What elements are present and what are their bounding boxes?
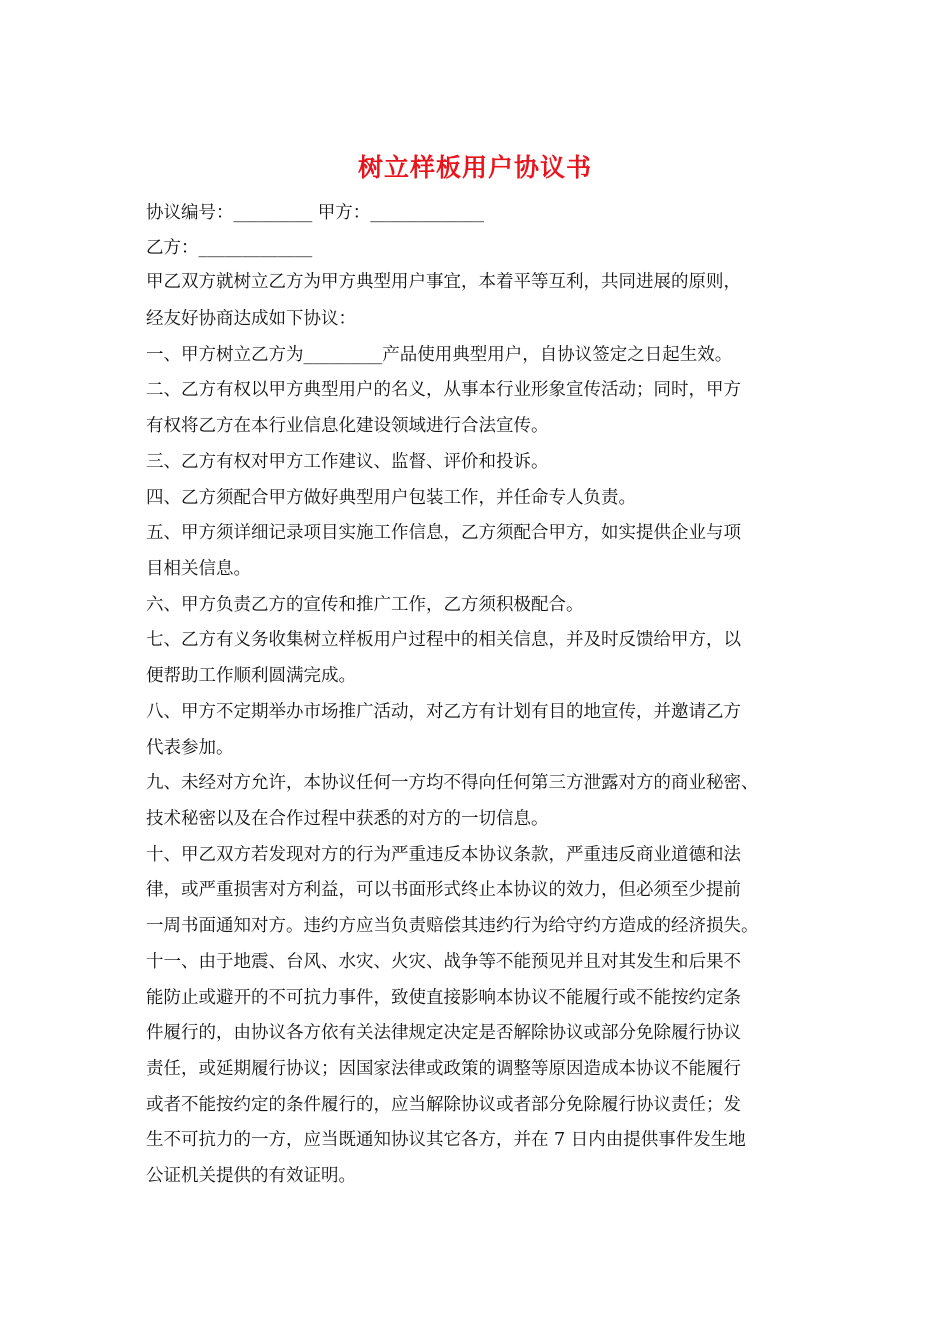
body-line: 九、未经对方允许，本协议任何一方均不得向任何第三方泄露对方的商业秘密、 [146,773,759,793]
body-line: 十、甲乙双方若发现对方的行为严重违反本协议条款，严重违反商业道德和法 [146,845,741,865]
body-line: 一周书面通知对方。违约方应当负责赔偿其违约行为给守约方造成的经济损失。 [146,916,759,936]
body-line: 六、甲方负责乙方的宣传和推广工作，乙方须积极配合。 [146,595,584,615]
header-line-number-party-a: 协议编号：_________ 甲方：_____________ [146,203,485,223]
body-line: 七、乙方有义务收集树立样板用户过程中的相关信息，并及时反馈给甲方，以 [146,630,741,650]
body-line: 目相关信息。 [146,559,251,579]
body-line: 二、乙方有权以甲方典型用户的名义，从事本行业形象宣传活动；同时，甲方 [146,380,741,400]
body-line: 或者不能按约定的条件履行的，应当解除协议或者部分免除履行协议责任；发 [146,1095,741,1115]
body-line: 生不可抗力的一方，应当既通知协议其它各方，并在 7 日内由提供事件发生地 [146,1130,746,1150]
body-line: 甲乙双方就树立乙方为甲方典型用户事宜，本着平等互利，共同进展的原则， [146,272,741,292]
header-line-party-b: 乙方：_____________ [146,238,313,258]
body-line: 四、乙方须配合甲方做好典型用户包装工作，并任命专人负责。 [146,488,636,508]
body-line: 责任，或延期履行协议；因国家法律或政策的调整等原因造成本协议不能履行 [146,1059,741,1079]
body-line: 有权将乙方在本行业信息化建设领域进行合法宣传。 [146,416,549,436]
body-line: 经友好协商达成如下协议： [146,309,356,329]
document-title: 树立样板用户协议书 [357,153,592,182]
body-line: 能防止或避开的不可抗力事件，致使直接影响本协议不能履行或不能按约定条 [146,988,741,1008]
body-line: 八、甲方不定期举办市场推广活动，对乙方有计划有目的地宣传，并邀请乙方 [146,702,741,722]
body-line: 件履行的，由协议各方依有关法律规定决定是否解除协议或部分免除履行协议 [146,1023,741,1043]
body-line: 三、乙方有权对甲方工作建议、监督、评价和投诉。 [146,452,549,472]
body-line: 律，或严重损害对方利益，可以书面形式终止本协议的效力，但必须至少提前 [146,880,741,900]
body-line: 十一、由于地震、台风、水灾、火灾、战争等不能预见并且对其发生和后果不 [146,952,741,972]
body-line: 代表参加。 [146,738,234,758]
body-line: 便帮助工作顺利圆满完成。 [146,666,356,686]
body-line: 技术秘密以及在合作过程中获悉的对方的一切信息。 [146,809,549,829]
body-line: 公证机关提供的有效证明。 [146,1166,356,1186]
body-line: 一、甲方树立乙方为_________产品使用典型用户，自协议签定之日起生效。 [146,345,733,365]
body-line: 五、甲方须详细记录项目实施工作信息，乙方须配合甲方，如实提供企业与项 [146,523,741,543]
